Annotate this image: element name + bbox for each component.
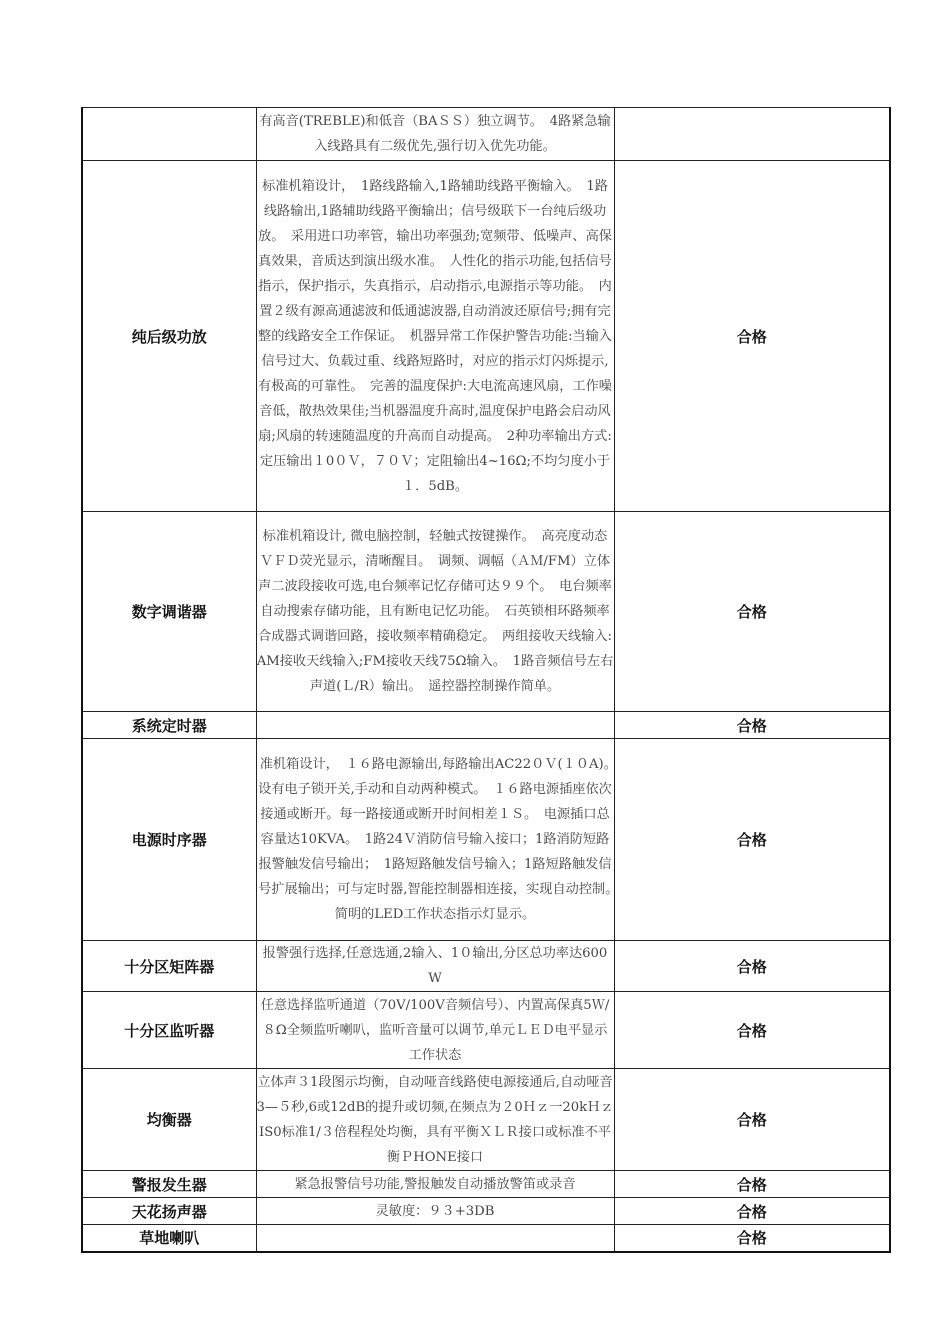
item-result: 合格 [614,1198,890,1225]
item-result: 合格 [614,1171,890,1198]
item-name: 数字调谐器 [82,512,256,712]
item-name: 天花扬声器 [82,1198,256,1225]
table-row [82,161,890,512]
table-row [82,941,890,992]
item-name: 系统定时器 [82,712,256,739]
table-row [82,739,890,941]
table-row [82,108,890,161]
item-result: 合格 [614,161,890,512]
item-description: 紧急报警信号功能,警报触发自动播放警笛或录音 [256,1171,614,1198]
table-row [82,992,890,1069]
item-name: 纯后级功放 [82,161,256,512]
table-row [82,712,890,739]
table-row [82,1225,890,1252]
item-description: 灵敏度：９３+3DB [256,1198,614,1225]
item-description: 有高音(TREBLE)和低音（BAＳＳ）独立调节。 4路紧急输入线路具有二级优先,强行切入优先功能。 [256,108,614,161]
table-row [82,1069,890,1171]
item-name: 警报发生器 [82,1171,256,1198]
table-row [82,1171,890,1198]
item-result [614,108,890,161]
item-name: 十分区矩阵器 [82,941,256,992]
item-description: 报警强行选择,任意选通,2输入、1０输出,分区总功率达600W [256,941,614,992]
item-description: 任意选择监听通道（70V/100V音频信号）、内置高保真5Ｗ/８Ω全频监听喇叭，监听音量可以调节,单元ＬＥＤ电平显示工作状态 [256,992,614,1069]
spec-table [81,107,891,1253]
item-name: 草地喇叭 [82,1225,256,1252]
item-name [82,108,256,161]
item-description: 标准机箱设计， 1路线路输入,1路辅助线路平衡输入。 1路线路输出,1路辅助线路平衡输出；信号级联下一台纯后级功放。 采用进口功率管，输出功率强劲;宽频带、低噪声、高保真效果，音质达到演出级水准。 人性化的指示功能,包括信号指示，保护指示，失真指示，启动指示,电源指示等功能。 内置２级有源高通滤波和低通滤波器,自动消波还原信号;拥有完整的线路安全工作保证。 机器异常工作保护警告功能:当输入信号过大、负载过重、线路短路时，对应的指示灯闪烁提示,有极高的可靠性。 完善的温度保护:大电流高速风扇，工作噪音低，散热效果佳;当机器温度升高时,温度保护电路会启动风扇;风扇的转速随温度的升高而自动提高。 2种功率输出方式:定压输出１0０Ｖ，７０Ｖ；定阻输出4~16Ω;不均匀度小于１．5dB。 [256,161,614,512]
item-result: 合格 [614,1069,890,1171]
table-row [82,512,890,712]
item-description: 立体声３1段图示均衡，自动哑音线路使电源接通后,自动哑音3—５秒,6或12dB的提升或切频,在频点为２0Ｈｚ一20kＨｚ IS0标准1/３倍程程处均衡，具有平衡ＸＬＲ接口或标准不平衡ＰHONE接口 [256,1069,614,1171]
item-description: 标准机箱设计, 微电脑控制，轻触式按键操作。 高亮度动态ＶＦＤ荧光显示，清晰醒目。 调频、调幅（ＡＭ/FM）立体声二波段接收可选,电台频率记忆存储可达９９个。 电台频率自动搜索存储功能，且有断电记忆功能。 石英锁相环路频率合成器式调谐回路，接收频率精确稳定。 两组接收天线输入:AM接收天线输入;FM接收天线75Ω输入。 1路音频信号左右声道(Ｌ/R）输出。 遥控器控制操作简单。 [256,512,614,712]
item-result: 合格 [614,941,890,992]
item-result: 合格 [614,712,890,739]
item-description [256,712,614,739]
item-result: 合格 [614,1225,890,1252]
item-name: 均衡器 [82,1069,256,1171]
item-description [256,1225,614,1252]
item-result: 合格 [614,512,890,712]
item-name: 电源时序器 [82,739,256,941]
item-result: 合格 [614,992,890,1069]
item-result: 合格 [614,739,890,941]
table-row [82,1198,890,1225]
item-name: 十分区监听器 [82,992,256,1069]
item-description: 准机箱设计， １６路电源输出,每路输出AC22０Ｖ(１０A)。 设有电子锁开关,手动和自动两种模式。 １６路电源插座依次接通或断开。每一路接通或断开时间相差１Ｓ。 电源插口总容量达10KVA。 1路24Ｖ消防信号输入接口；1路消防短路报警触发信号输出； 1路短路触发信号输入；1路短路触发信号扩展输出；可与定时器,智能控制器相连接，实现自动控制。 简明的LED工作状态指示灯显示。 [256,739,614,941]
